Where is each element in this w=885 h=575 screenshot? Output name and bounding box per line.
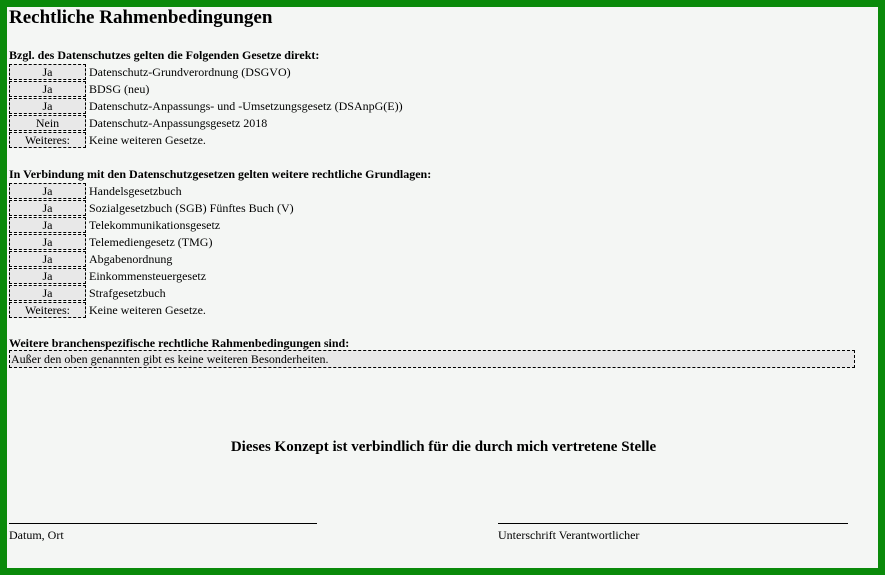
- table-row: [9, 98, 403, 115]
- status-cell[interactable]: Weiteres:: [9, 132, 86, 148]
- status-cell[interactable]: Ja: [9, 234, 86, 250]
- status-cell[interactable]: Nein: [9, 115, 86, 131]
- law-label: Keine weiteren Gesetze.: [89, 133, 206, 147]
- page-title: Rechtliche Rahmenbedingungen: [9, 7, 273, 28]
- status-cell[interactable]: Ja: [9, 64, 86, 80]
- status-cell[interactable]: Ja: [9, 251, 86, 267]
- table-row: [9, 302, 206, 319]
- status-cell[interactable]: Ja: [9, 217, 86, 233]
- law-label: Datenschutz-Grundverordnung (DSGVO): [89, 65, 291, 79]
- table-row: [9, 183, 182, 200]
- table-row: [9, 115, 267, 132]
- section3-heading: Weitere branchenspezifische rechtliche Rahmenbedingungen sind:: [9, 336, 350, 350]
- table-row: [9, 81, 149, 98]
- responsible-signature-line: [498, 523, 848, 524]
- law-label: Strafgesetzbuch: [89, 286, 166, 300]
- status-cell[interactable]: Ja: [9, 200, 86, 216]
- responsible-signature-label: Unterschrift Verantwortlicher: [498, 528, 640, 542]
- binding-statement: Dieses Konzept ist verbindlich für die durch mich vertretene Stelle: [230, 439, 657, 455]
- law-label: Keine weiteren Gesetze.: [89, 303, 206, 317]
- law-label: Einkommensteuergesetz: [89, 269, 207, 283]
- status-cell[interactable]: Weiteres:: [9, 302, 86, 318]
- law-label: BDSG (neu): [89, 82, 150, 96]
- law-label: Datenschutz-Anpassungs- und -Umsetzungsgesetz (DSAnpG(E)): [89, 99, 403, 113]
- law-label: Telemediengesetz (TMG): [89, 235, 213, 249]
- table-row: [9, 200, 294, 217]
- table-row: [9, 132, 206, 149]
- table-row: [9, 285, 166, 302]
- special-conditions-field[interactable]: Außer den oben genannten gibt es keine weiteren Besonderheiten.: [9, 350, 855, 368]
- section1-heading: Bzgl. des Datenschutzes gelten die Folgenden Gesetze direkt:: [9, 48, 320, 62]
- status-cell[interactable]: Ja: [9, 183, 86, 199]
- status-cell[interactable]: Ja: [9, 285, 86, 301]
- date-signature-line: [9, 523, 317, 524]
- law-label: Abgabenordnung: [89, 252, 173, 266]
- table-row: [9, 234, 212, 251]
- status-cell[interactable]: Ja: [9, 98, 86, 114]
- status-cell[interactable]: Ja: [9, 268, 86, 284]
- law-label: Telekommunikationsgesetz: [89, 218, 221, 232]
- law-label: Handelsgesetzbuch: [89, 184, 182, 198]
- law-label: Sozialgesetzbuch (SGB) Fünftes Buch (V): [89, 201, 294, 215]
- law-label: Datenschutz-Anpassungsgesetz 2018: [89, 116, 268, 130]
- date-place-label: Datum, Ort: [9, 528, 64, 542]
- section2-heading: In Verbindung mit den Datenschutzgesetzen gelten weitere rechtliche Grundlagen:: [9, 167, 432, 181]
- status-cell[interactable]: Ja: [9, 81, 86, 97]
- table-row: [9, 268, 206, 285]
- table-row: [9, 64, 291, 81]
- table-row: [9, 251, 172, 268]
- table-row: [9, 217, 220, 234]
